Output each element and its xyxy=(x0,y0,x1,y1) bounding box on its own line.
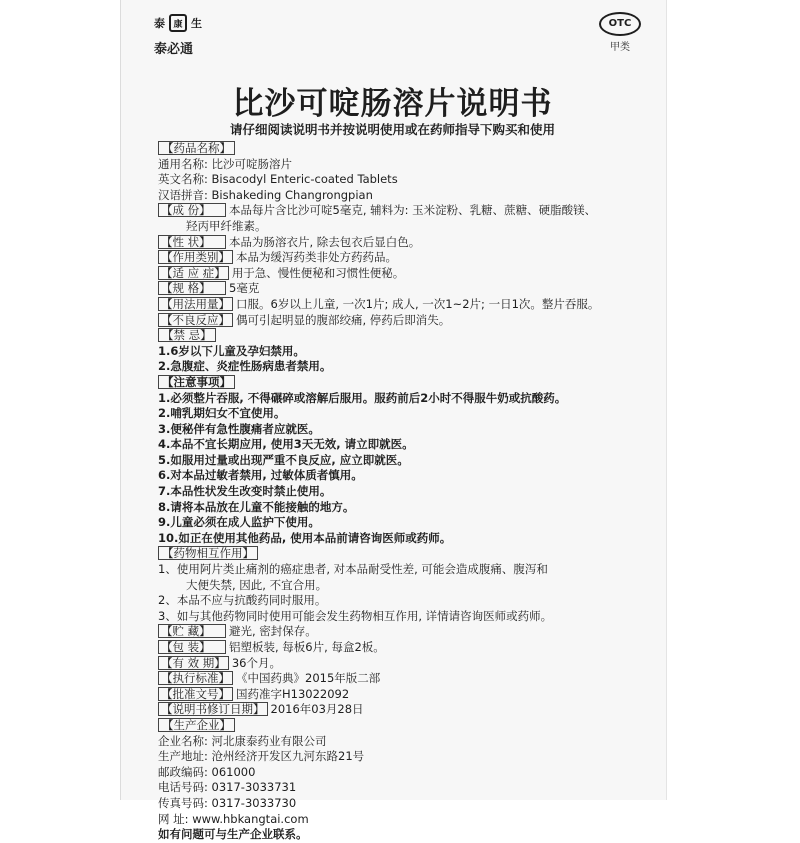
field-row xyxy=(158,250,648,266)
list-item: 2.急腹症、炎症性肠病患者禁用。 xyxy=(158,359,332,374)
field-row xyxy=(158,656,648,672)
english-name: 英文名称: Bisacodyl Enteric-coated Tablets xyxy=(158,172,398,187)
list-item: 大便失禁, 因此, 不宜合用。 xyxy=(186,577,328,592)
field-row xyxy=(158,297,648,313)
field-key: 【不良反应】 xyxy=(158,313,233,327)
list-item: 7.本品性状发生改变时禁止使用。 xyxy=(158,484,332,499)
field-value: 铝塑板装, 每板6片, 每盒2板。 xyxy=(229,640,385,654)
field-key: 【说明书修订日期】 xyxy=(158,702,268,716)
field-value: 5毫克 xyxy=(229,281,260,296)
list-item: 1.6岁以下儿童及孕妇禁用。 xyxy=(158,343,305,358)
field-value: 本品为缓泻药类非处方药药品。 xyxy=(236,250,397,265)
field-row xyxy=(158,313,648,329)
field-key: 【贮 藏】 xyxy=(158,624,226,638)
section-heading-name: 【药品名称】 xyxy=(158,141,235,155)
field-value: 羟丙甲纤维素。 xyxy=(186,218,267,233)
list-item: 8.请将本品放在儿童不能接触的地方。 xyxy=(158,499,355,514)
document-title: 比沙可啶肠溶片说明书 xyxy=(232,86,553,122)
list-item: 3.便秘伴有急性腹痛者应就医。 xyxy=(158,421,320,436)
section-heading-interactions: 【药物相互作用】 xyxy=(158,546,258,560)
field-value: 《中国药典》2015年版二部 xyxy=(236,671,381,686)
manufacturer-value: www.hbkangtai.com xyxy=(192,811,309,826)
otc-label: OTC xyxy=(599,12,641,36)
section-heading-manufacturer: 【生产企业】 xyxy=(158,718,235,732)
generic-name: 通用名称: 比沙可啶肠溶片 xyxy=(158,156,293,171)
list-item: 9.儿童必须在成人监护下使用。 xyxy=(158,515,320,530)
section-heading-contraindications: 【禁 忌】 xyxy=(158,328,216,342)
manufacturer-label: 企业名称: xyxy=(158,733,208,748)
field-key: 【作用类别】 xyxy=(158,250,233,264)
manufacturer-value: 河北康泰药业有限公司 xyxy=(211,733,327,748)
manufacturer-label: 生产地址: xyxy=(158,749,208,764)
manufacturer-row xyxy=(158,734,648,750)
list-item: 1、使用阿片类止痛剂的癌症患者, 对本品耐受性差, 可能会造成腹痛、腹泻和 xyxy=(158,562,548,577)
field-value: 偶可引起明显的腹部绞痛, 停药后即消失。 xyxy=(236,312,451,327)
field-value: 用于急、慢性便秘和习惯性便秘。 xyxy=(231,265,405,280)
list-item: 5.如服用过量或出现严重不良反应, 应立即就医。 xyxy=(158,452,409,467)
brand-mark-right: 生 xyxy=(191,17,202,30)
leaflet-body xyxy=(158,141,648,843)
field-row xyxy=(158,702,648,718)
manufacturer-row xyxy=(158,812,648,828)
list-item: 2、本品不应与抗酸药同时服用。 xyxy=(158,593,327,608)
manufacturer-label: 网 址: xyxy=(158,811,189,826)
manufacturer-row xyxy=(158,749,648,765)
field-key: 【批准文号】 xyxy=(158,687,233,701)
manufacturer-row xyxy=(158,765,648,781)
document-subtitle: 请仔细阅读说明书并按说明使用或在药师指导下购买和使用 xyxy=(229,122,555,137)
manufacturer-value: 0317-3033730 xyxy=(211,795,297,810)
manufacturer-label: 邮政编码: xyxy=(158,764,208,779)
field-key: 【规 格】 xyxy=(158,281,226,295)
field-value: 本品为肠溶衣片, 除去包衣后显白色。 xyxy=(229,234,421,249)
field-value: 2016年03月28日 xyxy=(270,702,364,717)
list-item: 3、如与其他药物同时使用可能会发生药物相互作用, 详情请咨询医师或药师。 xyxy=(158,608,553,623)
field-value: 本品每片含比沙可啶5毫克, 辅料为: 玉米淀粉、乳糖、蔗糖、硬脂酸镁、 xyxy=(229,203,597,218)
brand-seal-icon: 康 xyxy=(169,14,187,32)
field-row xyxy=(158,219,648,235)
brand-logo xyxy=(154,14,234,74)
manufacturer-value: 0317-3033731 xyxy=(211,780,297,795)
field-row xyxy=(158,235,648,251)
section-heading-precautions: 【注意事项】 xyxy=(158,375,235,389)
field-row xyxy=(158,624,648,640)
manufacturer-label: 传真号码: xyxy=(158,795,208,810)
list-item: 6.对本品过敏者禁用, 过敏体质者慎用。 xyxy=(158,468,363,483)
list-item: 2.哺乳期妇女不宜使用。 xyxy=(158,406,286,421)
manufacturer-value: 沧州经济开发区九河东路21号 xyxy=(211,749,365,764)
manufacturer-row xyxy=(158,780,648,796)
brand-mark xyxy=(154,14,234,32)
field-key: 【成 份】 xyxy=(158,203,226,217)
field-key: 【适 应 症】 xyxy=(158,266,229,280)
list-item: 4.本品不宜长期应用, 使用3天无效, 请立即就医。 xyxy=(158,437,414,452)
list-item: 1.必须整片吞服, 不得碾碎或溶解后服用。服药前后2小时不得服牛奶或抗酸药。 xyxy=(158,390,567,405)
field-value: 避光, 密封保存。 xyxy=(229,624,317,639)
field-row xyxy=(158,266,648,282)
pinyin-name: 汉语拼音: Bishakeding Changrongpian xyxy=(158,187,373,202)
field-value: 口服。6岁以上儿童, 一次1片; 成人, 一次1~2片; 一日1次。整片吞服。 xyxy=(236,296,600,311)
field-value: 国药准字H13022092 xyxy=(236,686,350,701)
otc-badge xyxy=(598,12,642,53)
field-key: 【执行标准】 xyxy=(158,671,233,685)
brand-mark-left: 泰 xyxy=(154,17,165,30)
manufacturer-label: 电话号码: xyxy=(158,780,208,795)
brand-name: 泰必通 xyxy=(154,42,194,57)
manufacturer-value: 061000 xyxy=(211,764,256,779)
field-key: 【性 状】 xyxy=(158,235,226,249)
field-row xyxy=(158,203,648,219)
field-key: 【用法用量】 xyxy=(158,297,233,311)
field-key: 【有 效 期】 xyxy=(158,656,229,670)
field-row xyxy=(158,640,648,656)
field-row xyxy=(158,671,648,687)
field-row xyxy=(158,687,648,703)
manufacturer-row xyxy=(158,796,648,812)
field-key: 【包 装】 xyxy=(158,640,226,654)
list-item: 10.如正在使用其他药品, 使用本品前请咨询医师或药师。 xyxy=(158,530,452,545)
footer-note: 如有问题可与生产企业联系。 xyxy=(158,827,308,842)
field-row xyxy=(158,281,648,297)
field-value: 36个月。 xyxy=(231,655,281,670)
otc-class: 甲类 xyxy=(610,42,630,53)
